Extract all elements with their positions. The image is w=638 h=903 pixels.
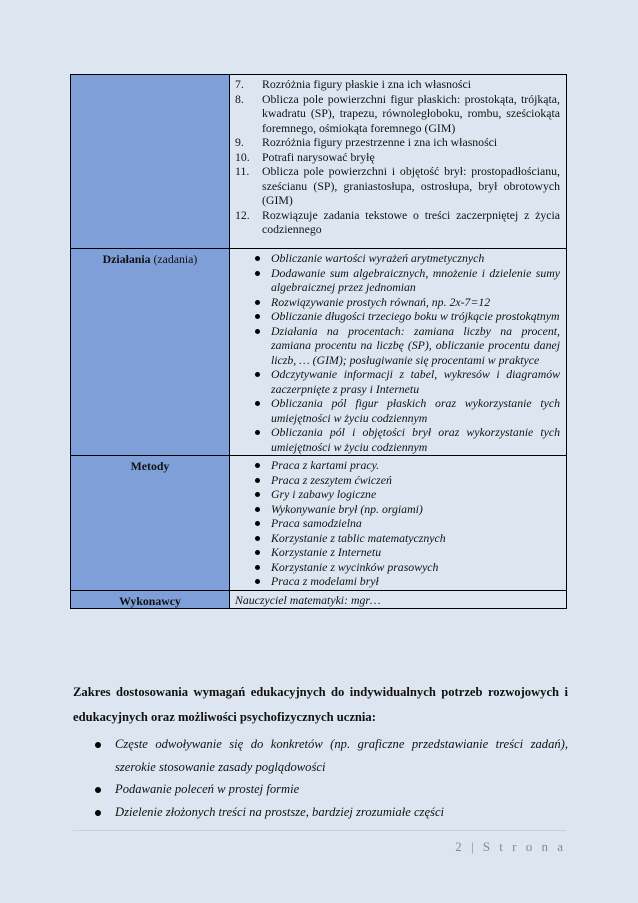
list-item-text: Korzystanie z Internetu xyxy=(271,545,382,559)
dzialania-item xyxy=(235,367,560,396)
metody-list xyxy=(235,458,560,589)
dzialania-item xyxy=(235,266,560,295)
page-number: 2 xyxy=(455,839,465,854)
table-row xyxy=(71,75,567,249)
dzialania-label xyxy=(71,249,230,456)
bullet-icon xyxy=(235,266,271,295)
list-item-text: Praca z kartami pracy. xyxy=(271,458,380,472)
list-item-text: Obliczania pól figur płaskich oraz wykorzystanie tych umiejętności w życiu codziennym xyxy=(271,396,560,425)
item-number: 8. xyxy=(235,91,244,106)
item-text: Rozróżnia figury płaskie i zna ich własności xyxy=(262,77,472,91)
dzialania-item xyxy=(235,309,560,324)
item-number: 11. xyxy=(235,164,250,178)
list-item-text: Obliczanie wartości wyrażeń arytmetycznych xyxy=(271,251,485,265)
numbered-item xyxy=(235,164,560,208)
list-item-text: Praca z zeszytem ćwiczeń xyxy=(271,472,392,487)
dzialania-item xyxy=(235,295,560,310)
list-item-text: Korzystanie z wycinków prasowych xyxy=(271,559,439,574)
metody-item xyxy=(235,458,560,473)
table-row xyxy=(71,456,567,591)
item-text: Oblicza pole powierzchni i objętość brył: prostopadłościanu, sześcianu (SP), graniastosłupa, ostrosłupa, brył obrotowych (GIM) xyxy=(262,164,560,207)
curriculum-table xyxy=(70,74,567,609)
table-row xyxy=(71,590,567,609)
numbered-item xyxy=(235,92,560,136)
metody-item xyxy=(235,560,560,575)
page-footer xyxy=(455,839,566,855)
list-item-text: Częste odwoływanie się do konkretów (np. graficzne przedstawianie treści zadań), szerokie stosowanie zasady poglądowości xyxy=(115,737,568,774)
list-item-text: Obliczanie długości trzeciego boku w trójkącie prostokątnym xyxy=(271,309,560,323)
table-label-cell xyxy=(71,75,230,249)
list-item-text: Rozwiązywanie prostych równań, np. 2x-7=12 xyxy=(271,294,491,309)
dzialania-list xyxy=(235,251,560,454)
metody-value-cell xyxy=(230,456,567,591)
list-item-text: Dodawanie sum algebraicznych, mnożenie i dzielenie sumy algebraicznej przez jednomian xyxy=(271,265,560,294)
wykonawcy-label: Wykonawcy xyxy=(71,590,230,609)
bullet-icon xyxy=(73,778,115,801)
item-number: 12. xyxy=(235,207,250,222)
list-item-text: Odczytywanie informacji z tabel, wykresów i diagramów zaczerpnięte z prasy i Internetu xyxy=(271,367,560,396)
numbered-requirements-list xyxy=(235,77,560,237)
bullet-icon xyxy=(235,309,271,324)
metody-item xyxy=(235,516,560,531)
item-text: Potrafi narysować bryłę xyxy=(262,149,375,164)
list-item-text: Działania na procentach: zamiana liczby na procent, zamiana procentu na liczbę (SP), obliczanie procentu danej liczb, … (GIM); posługiwanie się procentami w praktyce xyxy=(271,323,560,367)
bullet-icon xyxy=(235,458,271,473)
list-item-text: Podawanie poleceń w prostej formie xyxy=(115,782,300,796)
table-value-cell xyxy=(230,75,567,249)
list-item-text: Praca samodzielna xyxy=(271,516,362,530)
table-row xyxy=(71,249,567,456)
bullet-icon xyxy=(235,396,271,425)
metody-item xyxy=(235,473,560,488)
item-text: Oblicza pole powierzchni figur płaskich: prostokąta, trójkąta, kwadratu (SP), trapezu, równoległoboku, rombu, sześciokąta foremnego, ośmiokąta foremnego (GIM) xyxy=(262,91,560,135)
wykonawcy-value: Nauczyciel matematyki: mgr… xyxy=(230,590,567,609)
item-number: 9. xyxy=(235,135,244,149)
footer-separator: | xyxy=(470,839,477,854)
metody-label: Metody xyxy=(71,456,230,591)
section-title: Zakres dostosowania wymagań edukacyjnych do indywidualnych potrzeb rozwojowych i edukacyjnych oraz możliwości psychofizycznych ucznia: xyxy=(73,685,568,724)
list-item-text: Gry i zabawy logiczne xyxy=(271,487,377,501)
bullet-icon xyxy=(235,560,271,575)
bullet-icon xyxy=(235,324,271,368)
dzialania-item xyxy=(235,324,560,368)
adaptation-list xyxy=(73,733,568,823)
bullet-icon xyxy=(235,473,271,488)
metody-item xyxy=(235,487,560,502)
bullet-icon xyxy=(235,487,271,502)
bullet-icon xyxy=(235,295,271,310)
dzialania-label-normal: (zadania) xyxy=(150,252,198,266)
item-text: Rozróżnia figury przestrzenne i zna ich własności xyxy=(262,135,498,149)
dzialania-value-cell xyxy=(230,249,567,456)
item-number: 7. xyxy=(235,77,244,91)
metody-item xyxy=(235,545,560,560)
footer-divider xyxy=(73,830,566,831)
list-item-text: Wykonywanie brył (np. orgiami) xyxy=(271,501,423,516)
dzialania-item xyxy=(235,396,560,425)
footer-label: S t r o n a xyxy=(482,839,566,854)
adaptation-item xyxy=(73,801,568,824)
metody-item xyxy=(235,502,560,517)
metody-item xyxy=(235,574,560,589)
dzialania-item xyxy=(235,425,560,454)
item-text: Rozwiązuje zadania tekstowe o treści zaczerpniętej z życia codziennego xyxy=(262,207,560,236)
bullet-icon xyxy=(235,502,271,517)
metody-item xyxy=(235,531,560,546)
numbered-item xyxy=(235,208,560,237)
bullet-icon xyxy=(235,545,271,560)
bullet-icon xyxy=(235,531,271,546)
numbered-item xyxy=(235,135,560,150)
item-number: 10. xyxy=(235,149,250,164)
dzialania-item xyxy=(235,251,560,266)
bullet-icon xyxy=(235,367,271,396)
adaptation-item xyxy=(73,778,568,801)
adaptation-item xyxy=(73,733,568,778)
bullet-icon xyxy=(73,801,115,824)
list-item-text: Obliczania pól i objętości brył oraz wykorzystanie tych umiejętności w życiu codziennym xyxy=(271,425,560,454)
bullet-icon xyxy=(235,251,271,266)
list-item-text: Korzystanie z tablic matematycznych xyxy=(271,530,446,545)
bullet-icon xyxy=(235,574,271,589)
bullet-icon xyxy=(235,516,271,531)
numbered-item xyxy=(235,77,560,92)
numbered-item xyxy=(235,150,560,165)
list-item-text: Praca z modelami brył xyxy=(271,574,379,588)
bullet-icon xyxy=(235,425,271,454)
list-item-text: Dzielenie złożonych treści na prostsze, bardziej zrozumiałe części xyxy=(115,804,445,819)
dzialania-label-bold: Działania xyxy=(102,252,151,266)
bullet-icon xyxy=(73,733,115,778)
